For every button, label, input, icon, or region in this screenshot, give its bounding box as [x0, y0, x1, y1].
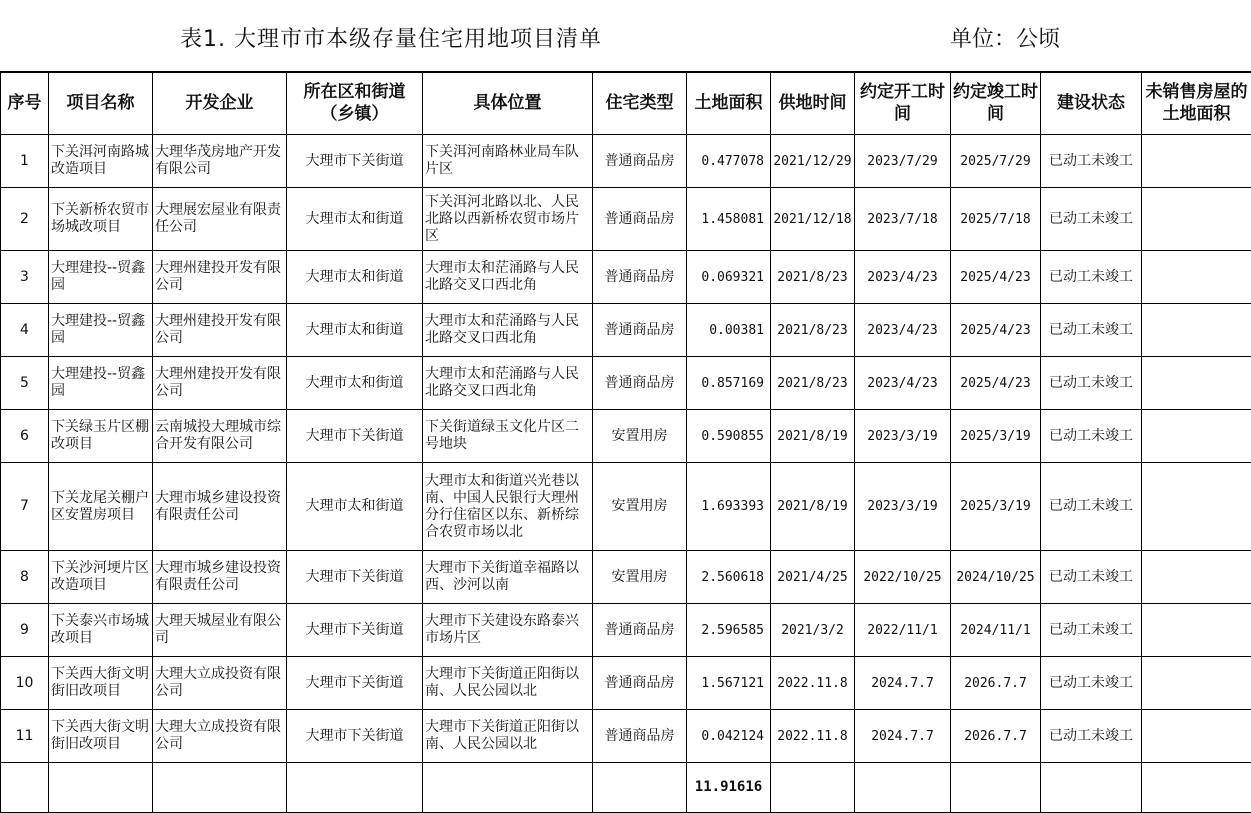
cell-type: 普通商品房 [593, 304, 687, 357]
cell-unsold [1142, 357, 1251, 410]
cell-dev: 大理天城屋业有限公司 [153, 604, 287, 657]
cell-start: 2023/7/29 [855, 135, 951, 188]
cell-status: 已动工未竣工 [1041, 304, 1142, 357]
cell-supply: 2021/8/19 [771, 463, 855, 551]
cell-name: 下关洱河南路城改造项目 [49, 135, 153, 188]
cell-idx: 1 [1, 135, 49, 188]
header-loc: 具体位置 [423, 72, 593, 135]
unit-label: 单位：公顷 [950, 22, 1060, 53]
header-row [1, 72, 1251, 135]
header-type: 住宅类型 [593, 72, 687, 135]
cell-supply: 2021/8/19 [771, 410, 855, 463]
cell-area: 1.458081 [687, 188, 771, 251]
header-area: 土地面积 [687, 72, 771, 135]
cell-loc: 下关街道绿玉文化片区二号地块 [423, 410, 593, 463]
cell-unsold [1142, 604, 1251, 657]
cell-supply: 2021/8/23 [771, 357, 855, 410]
cell-start: 2023/4/23 [855, 357, 951, 410]
cell-finish: 2025/4/23 [951, 304, 1041, 357]
cell-unsold [1142, 188, 1251, 251]
cell-loc: 大理市下关街道幸福路以西、沙河以南 [423, 551, 593, 604]
cell-type: 普通商品房 [593, 357, 687, 410]
cell-dev: 大理华茂房地产开发有限公司 [153, 135, 287, 188]
cell-supply: 2021/8/23 [771, 304, 855, 357]
cell-status: 已动工未竣工 [1041, 188, 1142, 251]
cell-area: 0.069321 [687, 251, 771, 304]
header-unsold: 未销售房屋的土地面积 [1142, 72, 1251, 135]
cell-dev: 大理大立成投资有限公司 [153, 657, 287, 710]
table-row [1, 188, 1251, 251]
cell-status: 已动工未竣工 [1041, 357, 1142, 410]
cell-district: 大理市下关街道 [287, 604, 423, 657]
cell-start: 2022/10/25 [855, 551, 951, 604]
title-area [0, 0, 1251, 73]
cell-status: 已动工未竣工 [1041, 135, 1142, 188]
cell-district: 大理市太和街道 [287, 357, 423, 410]
cell-status: 已动工未竣工 [1041, 551, 1142, 604]
table-row [1, 604, 1251, 657]
cell-dev: 云南城投大理城市综合开发有限公司 [153, 410, 287, 463]
cell-idx: 5 [1, 357, 49, 410]
header-district: 所在区和街道（乡镇） [287, 72, 423, 135]
cell-name: 下关西大街文明街旧改项目 [49, 710, 153, 763]
cell-type: 普通商品房 [593, 604, 687, 657]
cell-start: 2023/4/23 [855, 251, 951, 304]
header-start: 约定开工时间 [855, 72, 951, 135]
table-row [1, 357, 1251, 410]
cell-type: 普通商品房 [593, 251, 687, 304]
total-area: 11.91616 [687, 763, 771, 813]
cell-status: 已动工未竣工 [1041, 710, 1142, 763]
cell-type: 普通商品房 [593, 710, 687, 763]
cell-type: 普通商品房 [593, 135, 687, 188]
table-row [1, 135, 1251, 188]
cell-loc: 大理市太和茫涌路与人民北路交叉口西北角 [423, 357, 593, 410]
cell-type: 安置用房 [593, 410, 687, 463]
cell-type: 安置用房 [593, 463, 687, 551]
cell-loc: 大理市太和茫涌路与人民北路交叉口西北角 [423, 251, 593, 304]
cell-finish: 2025/3/19 [951, 463, 1041, 551]
total-row [1, 763, 1251, 813]
cell-supply: 2022.11.8 [771, 710, 855, 763]
cell-start: 2024.7.7 [855, 710, 951, 763]
cell-idx: 11 [1, 710, 49, 763]
cell-finish: 2026.7.7 [951, 710, 1041, 763]
cell-area: 1.567121 [687, 657, 771, 710]
cell-district: 大理市太和街道 [287, 188, 423, 251]
cell-district: 大理市下关街道 [287, 551, 423, 604]
table-row [1, 410, 1251, 463]
cell-area: 2.596585 [687, 604, 771, 657]
table-row [1, 710, 1251, 763]
cell-area: 1.693393 [687, 463, 771, 551]
cell-start: 2022/11/1 [855, 604, 951, 657]
cell-idx: 3 [1, 251, 49, 304]
cell-unsold [1142, 657, 1251, 710]
cell-dev: 大理市城乡建设投资有限责任公司 [153, 551, 287, 604]
cell-name: 下关新桥农贸市场城改项目 [49, 188, 153, 251]
cell-status: 已动工未竣工 [1041, 657, 1142, 710]
cell-dev: 大理展宏屋业有限责任公司 [153, 188, 287, 251]
cell-loc: 下关洱河南路林业局车队片区 [423, 135, 593, 188]
cell-status: 已动工未竣工 [1041, 463, 1142, 551]
cell-unsold [1142, 710, 1251, 763]
cell-supply: 2021/8/23 [771, 251, 855, 304]
cell-supply: 2021/3/2 [771, 604, 855, 657]
cell-district: 大理市下关街道 [287, 710, 423, 763]
cell-start: 2023/4/23 [855, 304, 951, 357]
cell-finish: 2025/3/19 [951, 410, 1041, 463]
cell-idx: 6 [1, 410, 49, 463]
cell-idx: 10 [1, 657, 49, 710]
cell-supply: 2021/12/18 [771, 188, 855, 251]
header-name: 项目名称 [49, 72, 153, 135]
cell-loc: 大理市太和街道兴光巷以南、中国人民银行大理州分行住宿区以东、新桥综合农贸市场以北 [423, 463, 593, 551]
cell-district: 大理市太和街道 [287, 463, 423, 551]
table-row [1, 304, 1251, 357]
cell-dev: 大理州建投开发有限公司 [153, 357, 287, 410]
cell-finish: 2025/4/23 [951, 251, 1041, 304]
cell-unsold [1142, 463, 1251, 551]
cell-unsold [1142, 251, 1251, 304]
cell-area: 0.590855 [687, 410, 771, 463]
header-status: 建设状态 [1041, 72, 1142, 135]
cell-loc: 大理市下关建设东路泰兴市场片区 [423, 604, 593, 657]
cell-area: 0.042124 [687, 710, 771, 763]
cell-type: 安置用房 [593, 551, 687, 604]
cell-finish: 2025/4/23 [951, 357, 1041, 410]
header-supply: 供地时间 [771, 72, 855, 135]
cell-dev: 大理州建投开发有限公司 [153, 304, 287, 357]
cell-loc: 下关洱河北路以北、人民北路以西新桥农贸市场片区 [423, 188, 593, 251]
cell-idx: 4 [1, 304, 49, 357]
land-table [0, 71, 1251, 813]
cell-supply: 2021/12/29 [771, 135, 855, 188]
cell-district: 大理市太和街道 [287, 251, 423, 304]
cell-district: 大理市下关街道 [287, 135, 423, 188]
cell-name: 下关泰兴市场城改项目 [49, 604, 153, 657]
cell-finish: 2026.7.7 [951, 657, 1041, 710]
cell-district: 大理市下关街道 [287, 410, 423, 463]
cell-dev: 大理州建投开发有限公司 [153, 251, 287, 304]
cell-name: 大理建投--贸鑫园 [49, 304, 153, 357]
cell-dev: 大理市城乡建设投资有限责任公司 [153, 463, 287, 551]
header-idx: 序号 [1, 72, 49, 135]
page-title: 表1. 大理市市本级存量住宅用地项目清单 [180, 22, 602, 53]
cell-start: 2024.7.7 [855, 657, 951, 710]
cell-start: 2023/3/19 [855, 410, 951, 463]
cell-idx: 9 [1, 604, 49, 657]
cell-status: 已动工未竣工 [1041, 410, 1142, 463]
cell-name: 下关沙河埂片区改造项目 [49, 551, 153, 604]
header-finish: 约定竣工时间 [951, 72, 1041, 135]
table-row [1, 251, 1251, 304]
cell-area: 0.857169 [687, 357, 771, 410]
cell-finish: 2024/10/25 [951, 551, 1041, 604]
cell-area: 2.560618 [687, 551, 771, 604]
cell-status: 已动工未竣工 [1041, 604, 1142, 657]
cell-idx: 2 [1, 188, 49, 251]
cell-finish: 2024/11/1 [951, 604, 1041, 657]
cell-loc: 大理市下关街道正阳街以南、人民公园以北 [423, 657, 593, 710]
cell-area: 0.00381 [687, 304, 771, 357]
cell-loc: 大理市太和茫涌路与人民北路交叉口西北角 [423, 304, 593, 357]
cell-name: 下关龙尾关棚户区安置房项目 [49, 463, 153, 551]
cell-name: 下关西大街文明街旧改项目 [49, 657, 153, 710]
cell-unsold [1142, 410, 1251, 463]
cell-unsold [1142, 551, 1251, 604]
cell-name: 大理建投--贸鑫园 [49, 251, 153, 304]
table-row [1, 551, 1251, 604]
cell-dev: 大理大立成投资有限公司 [153, 710, 287, 763]
cell-status: 已动工未竣工 [1041, 251, 1142, 304]
cell-district: 大理市下关街道 [287, 657, 423, 710]
cell-finish: 2025/7/18 [951, 188, 1041, 251]
cell-unsold [1142, 135, 1251, 188]
cell-unsold [1142, 304, 1251, 357]
cell-district: 大理市太和街道 [287, 304, 423, 357]
cell-name: 大理建投--贸鑫园 [49, 357, 153, 410]
cell-type: 普通商品房 [593, 188, 687, 251]
cell-idx: 7 [1, 463, 49, 551]
cell-start: 2023/7/18 [855, 188, 951, 251]
cell-type: 普通商品房 [593, 657, 687, 710]
cell-area: 0.477078 [687, 135, 771, 188]
table-row [1, 657, 1251, 710]
header-dev: 开发企业 [153, 72, 287, 135]
table-row [1, 463, 1251, 551]
cell-idx: 8 [1, 551, 49, 604]
cell-finish: 2025/7/29 [951, 135, 1041, 188]
cell-start: 2023/3/19 [855, 463, 951, 551]
cell-supply: 2022.11.8 [771, 657, 855, 710]
cell-name: 下关绿玉片区棚改项目 [49, 410, 153, 463]
cell-loc: 大理市下关街道正阳街以南、人民公园以北 [423, 710, 593, 763]
cell-supply: 2021/4/25 [771, 551, 855, 604]
